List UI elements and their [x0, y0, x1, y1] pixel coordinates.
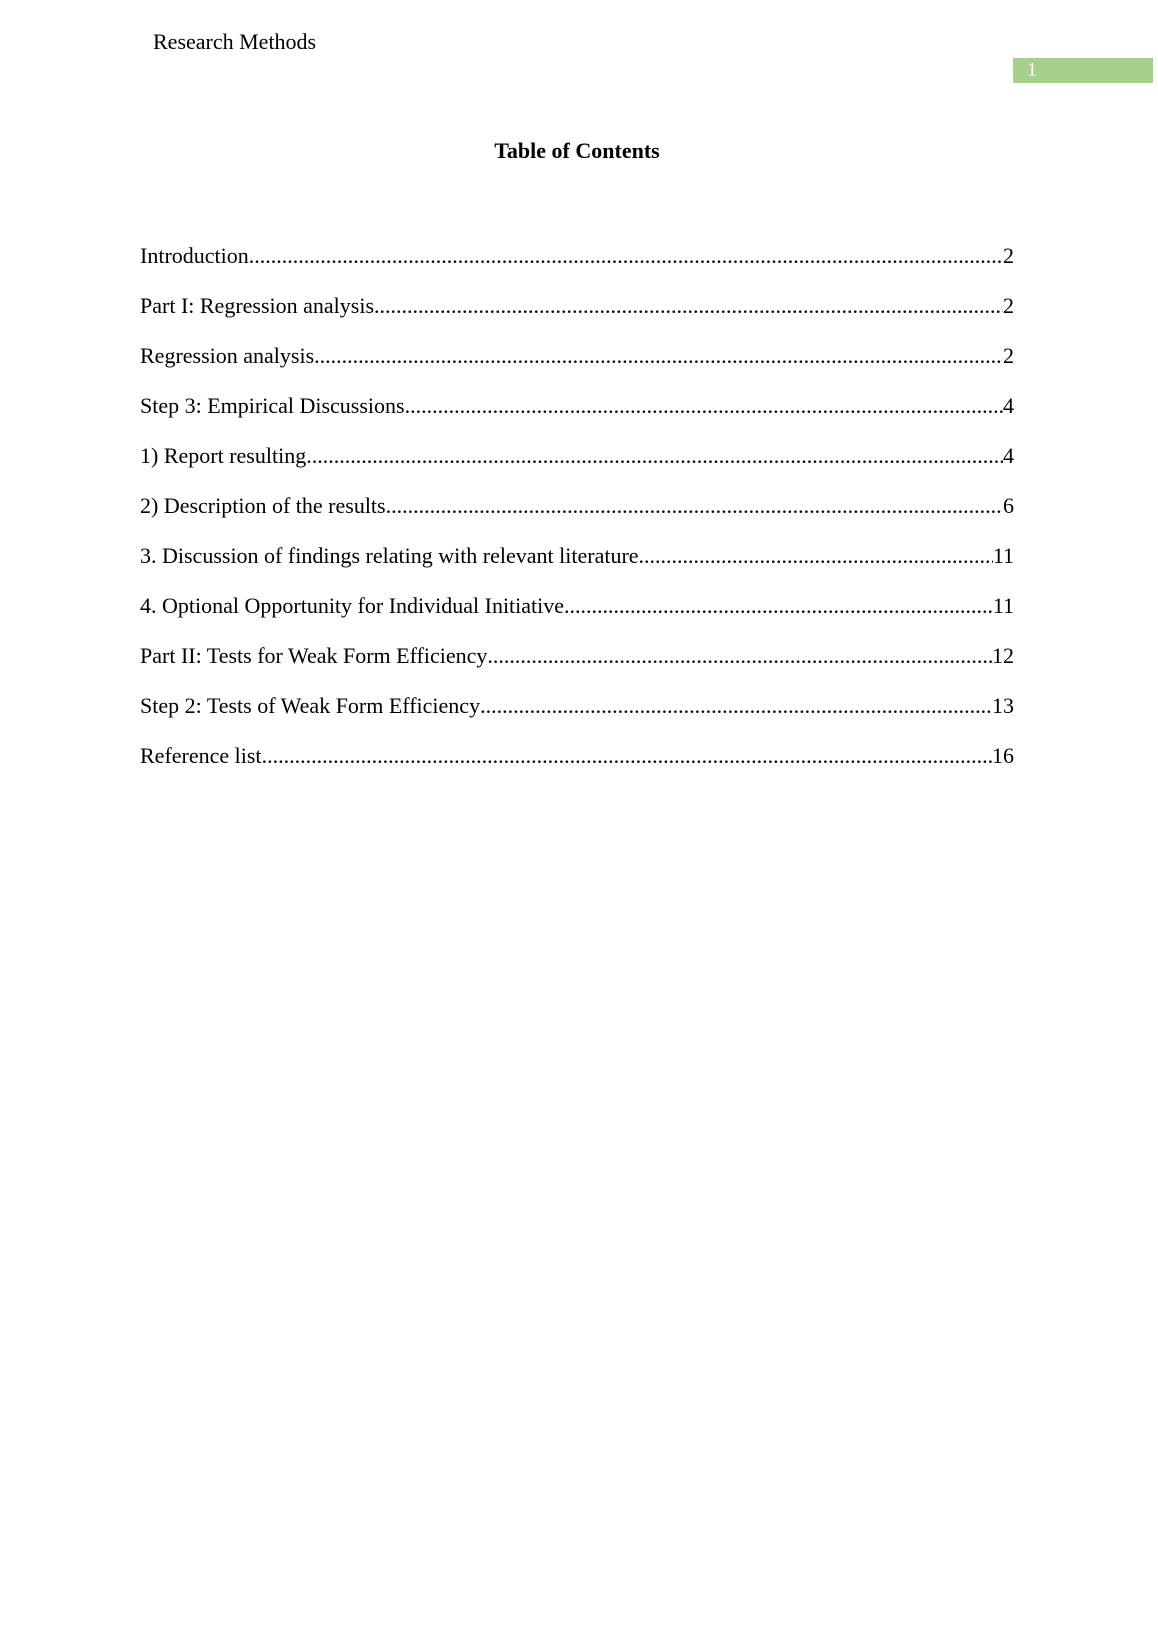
- toc-entry-label: 1) Report resulting: [140, 443, 307, 468]
- toc-dot-leader: [374, 292, 1003, 320]
- toc-entry-introduction[interactable]: [140, 242, 1014, 292]
- toc-dot-leader: [262, 742, 992, 770]
- toc-entry-page: 2: [1003, 343, 1014, 368]
- toc-entry-label: 3. Discussion of findings relating with relevant literature: [140, 543, 639, 568]
- toc-entry-label: Reference list: [140, 743, 262, 768]
- toc-entry-page: 11: [992, 543, 1014, 568]
- toc-heading: Table of Contents: [494, 138, 660, 163]
- toc-entry-description-results[interactable]: [140, 492, 1014, 542]
- toc-entry-page: 12: [992, 643, 1014, 668]
- toc-entry-page: 2: [1003, 293, 1014, 318]
- toc-entry-label: Step 3: Empirical Discussions: [140, 393, 405, 418]
- toc-dot-leader: [480, 692, 992, 720]
- toc-dot-leader: [487, 642, 992, 670]
- toc-entry-page: 4: [1003, 393, 1014, 418]
- toc-entry-page: 11: [992, 593, 1014, 618]
- toc-entry-discussion-findings[interactable]: [140, 542, 1014, 592]
- running-header-title: Research Methods: [153, 29, 317, 54]
- toc-dot-leader: [386, 492, 1003, 520]
- toc-entry-label: Part II: Tests for Weak Form Efficiency: [140, 643, 488, 668]
- toc-entry-label: Introduction: [140, 243, 249, 268]
- toc-entry-page: 6: [1003, 493, 1014, 518]
- toc-entry-label: Part I: Regression analysis: [140, 293, 375, 318]
- toc-entry-part-i[interactable]: [140, 292, 1014, 342]
- toc-dot-leader: [314, 342, 1003, 370]
- toc-entry-page: 16: [992, 743, 1014, 768]
- page-number-badge: [1013, 58, 1153, 83]
- toc-entry-optional-opportunity[interactable]: [140, 592, 1014, 642]
- toc-entry-page: 2: [1003, 243, 1014, 268]
- toc-dot-leader: [639, 542, 993, 570]
- toc-list: [140, 242, 1014, 792]
- toc-dot-leader: [306, 442, 1003, 470]
- toc-entry-step-2[interactable]: [140, 692, 1014, 742]
- toc-entry-label: 4. Optional Opportunity for Individual Initiative: [140, 593, 565, 618]
- toc-entry-label: Regression analysis: [140, 343, 315, 368]
- toc-dot-leader: [564, 592, 993, 620]
- toc-entry-reference-list[interactable]: [140, 742, 1014, 792]
- toc-entry-step-3[interactable]: [140, 392, 1014, 442]
- toc-entry-part-ii[interactable]: [140, 642, 1014, 692]
- toc-entry-report-resulting[interactable]: [140, 442, 1014, 492]
- toc-entry-page: 4: [1003, 443, 1014, 468]
- toc-dot-leader: [249, 242, 1003, 270]
- toc-entry-regression-analysis[interactable]: [140, 342, 1014, 392]
- toc-entry-page: 13: [992, 693, 1014, 718]
- toc-entry-label: Step 2: Tests of Weak Form Efficiency: [140, 693, 481, 718]
- toc-entry-label: 2) Description of the results: [140, 493, 386, 518]
- page-number: 1: [1027, 59, 1037, 81]
- toc-dot-leader: [405, 392, 1003, 420]
